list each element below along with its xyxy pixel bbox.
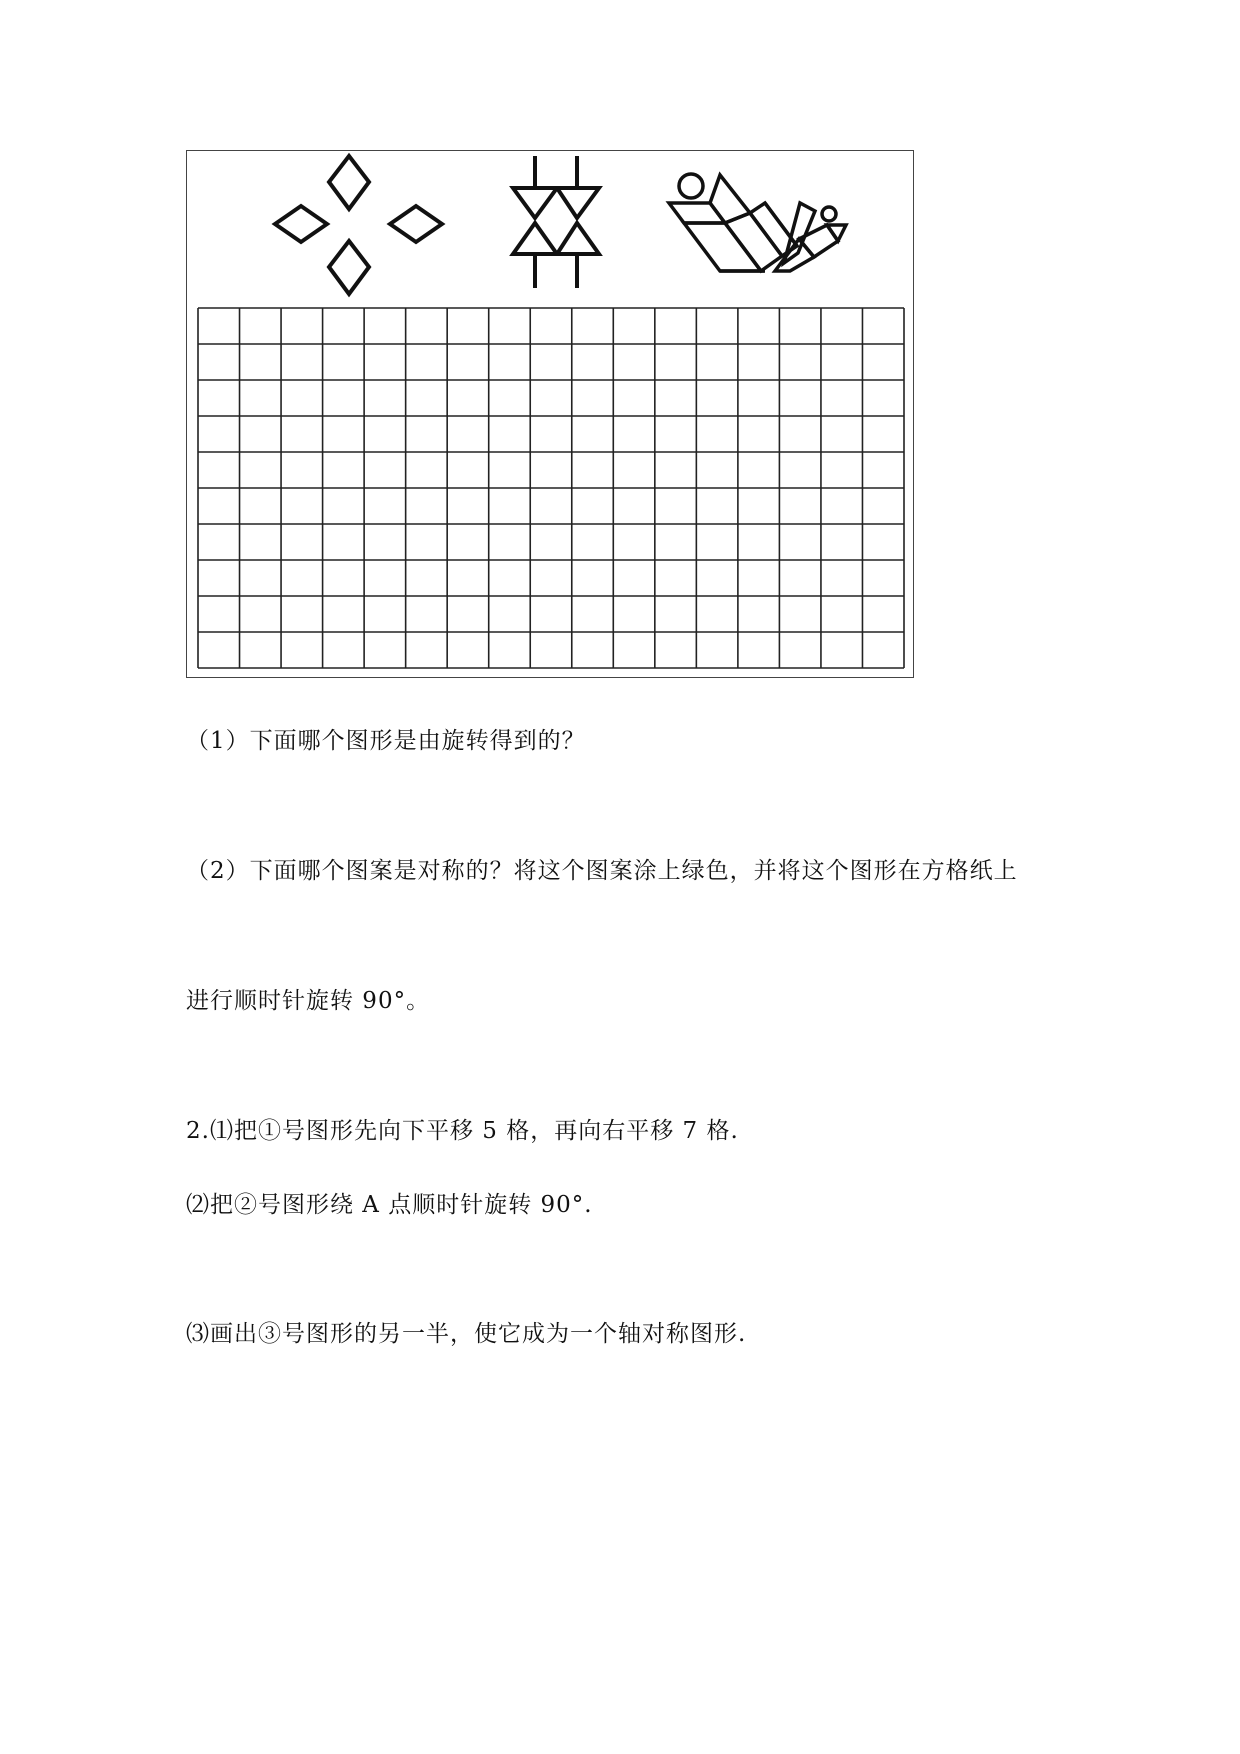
triangle-down-left	[513, 188, 557, 218]
question-2-line-1: （2）下面哪个图案是对称的？将这个图案涂上绿色，并将这个图形在方格纸上	[186, 858, 1018, 884]
circle-small	[822, 207, 836, 221]
pattern-row	[187, 151, 915, 301]
rhombus-bottom	[329, 241, 369, 294]
triangle-up-right	[557, 223, 599, 254]
figure-frame	[186, 150, 914, 678]
rhombus-top	[329, 156, 369, 209]
rhombus-left	[275, 206, 327, 242]
circle-large	[679, 174, 703, 198]
rhombus-right	[390, 206, 442, 242]
arrow-triangles-pattern	[513, 156, 599, 288]
problem-2-part-1: 2.⑴把①号图形先向下平移 5 格，再向右平移 7 格.	[186, 1118, 739, 1144]
bird-shapes-pattern	[669, 174, 846, 271]
problem-2-part-3: ⑶画出③号图形的另一半，使它成为一个轴对称图形.	[186, 1321, 747, 1347]
question-1: （1）下面哪个图形是由旋转得到的？	[186, 728, 586, 754]
triangle-up-left	[513, 223, 557, 254]
square-grid	[197, 307, 905, 669]
four-rhombuses-pattern	[275, 156, 442, 294]
problem-2-part-2: ⑵把②号图形绕 A 点顺时针旋转 90°.	[186, 1192, 593, 1218]
triangle-down-right	[557, 188, 599, 218]
question-2-line-2: 进行顺时针旋转 90°。	[186, 988, 431, 1014]
